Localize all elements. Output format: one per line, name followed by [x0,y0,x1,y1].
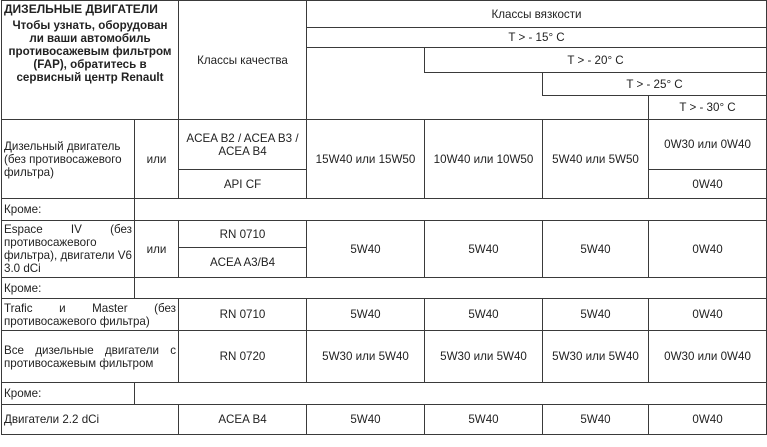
all-diesel-visc-20: 5W30 или 5W40 [425,331,543,383]
diesel-or: или [135,120,179,199]
except-label-2: Кроме: [2,278,135,299]
all-diesel-visc-25: 5W30 или 5W40 [543,331,649,383]
all-diesel-quality: RN 0720 [179,331,307,383]
diesel-engine-label: Дизельный двигатель (без противосажевого фильтра) [2,120,135,199]
temp-header-spacer-1 [307,48,425,120]
diesel-visc-20: 10W40 или 10W50 [425,120,543,199]
trafic-visc-25: 5W40 [543,299,649,331]
trafic-visc-15: 5W40 [307,299,425,331]
trafic-quality: RN 0710 [179,299,307,331]
dci22-visc-20: 5W40 [425,405,543,435]
diesel-api: API CF [179,170,307,199]
except-label-1: Кроме: [2,199,135,221]
diesel-visc-25: 5W40 или 5W50 [543,120,649,199]
header-title-cell [2,1,179,120]
dci22-quality: ACEA B4 [179,405,307,435]
espace-visc-20: 5W40 [425,221,543,278]
dci22-visc-15: 5W40 [307,405,425,435]
dci22-visc-30: 0W40 [649,405,767,435]
trafic-visc-30: 0W40 [649,299,767,331]
espace-visc-30: 0W40 [649,221,767,278]
temp-header-20: T > - 20° C [425,48,767,73]
trafic-visc-20: 5W40 [425,299,543,331]
except-row-3-blank [135,383,767,405]
dci22-visc-25: 5W40 [543,405,649,435]
quality-classes-header: Классы качества [179,1,307,120]
espace-q2: ACEA A3/B4 [179,248,307,278]
espace-visc-15: 5W40 [307,221,425,278]
except-row-1-blank [135,199,767,221]
except-label-3: Кроме: [2,383,135,405]
diesel-oil-table [1,0,767,435]
espace-visc-25: 5W40 [543,221,649,278]
all-diesel-label: Все дизельные двигатели с противосажевым фильтром [2,331,179,383]
diesel-acea: ACEA B2 / ACEA B3 / ACEA B4 [179,120,307,170]
diesel-visc-15: 15W40 или 15W50 [307,120,425,199]
espace-label: Espace IV (без противосажевого фильтра), двигатели V6 3.0 dCi [2,221,135,278]
diesel-visc-30a: 0W30 или 0W40 [649,120,767,170]
except-row-2-blank [135,278,767,299]
trafic-label: Trafic и Master (без противосажевого фильтра) [2,299,179,331]
fap-note: Чтобы узнать, оборудован ли ваши автомобиль противосажевым фильтром (FAP), обратитесь в сервисный центр Renault [8,19,172,84]
espace-or: или [135,221,179,278]
all-diesel-visc-15: 5W30 или 5W40 [307,331,425,383]
temp-header-30: T > - 30° C [649,96,767,120]
temp-header-spacer-3 [543,96,649,120]
all-diesel-visc-30: 0W30 или 0W40 [649,331,767,383]
espace-q1: RN 0710 [179,221,307,248]
page-title: ДИЗЕЛЬНЫЕ ДВИГАТЕЛИ [4,2,158,16]
dci22-label: Двигатели 2.2 dCi [2,405,179,435]
diesel-visc-30b: 0W40 [649,170,767,199]
temp-header-15: T > - 15° C [307,28,767,48]
viscosity-classes-header: Классы вязкости [307,1,767,28]
temp-header-25: T > - 25° C [543,73,767,96]
temp-header-spacer-2 [425,73,543,120]
